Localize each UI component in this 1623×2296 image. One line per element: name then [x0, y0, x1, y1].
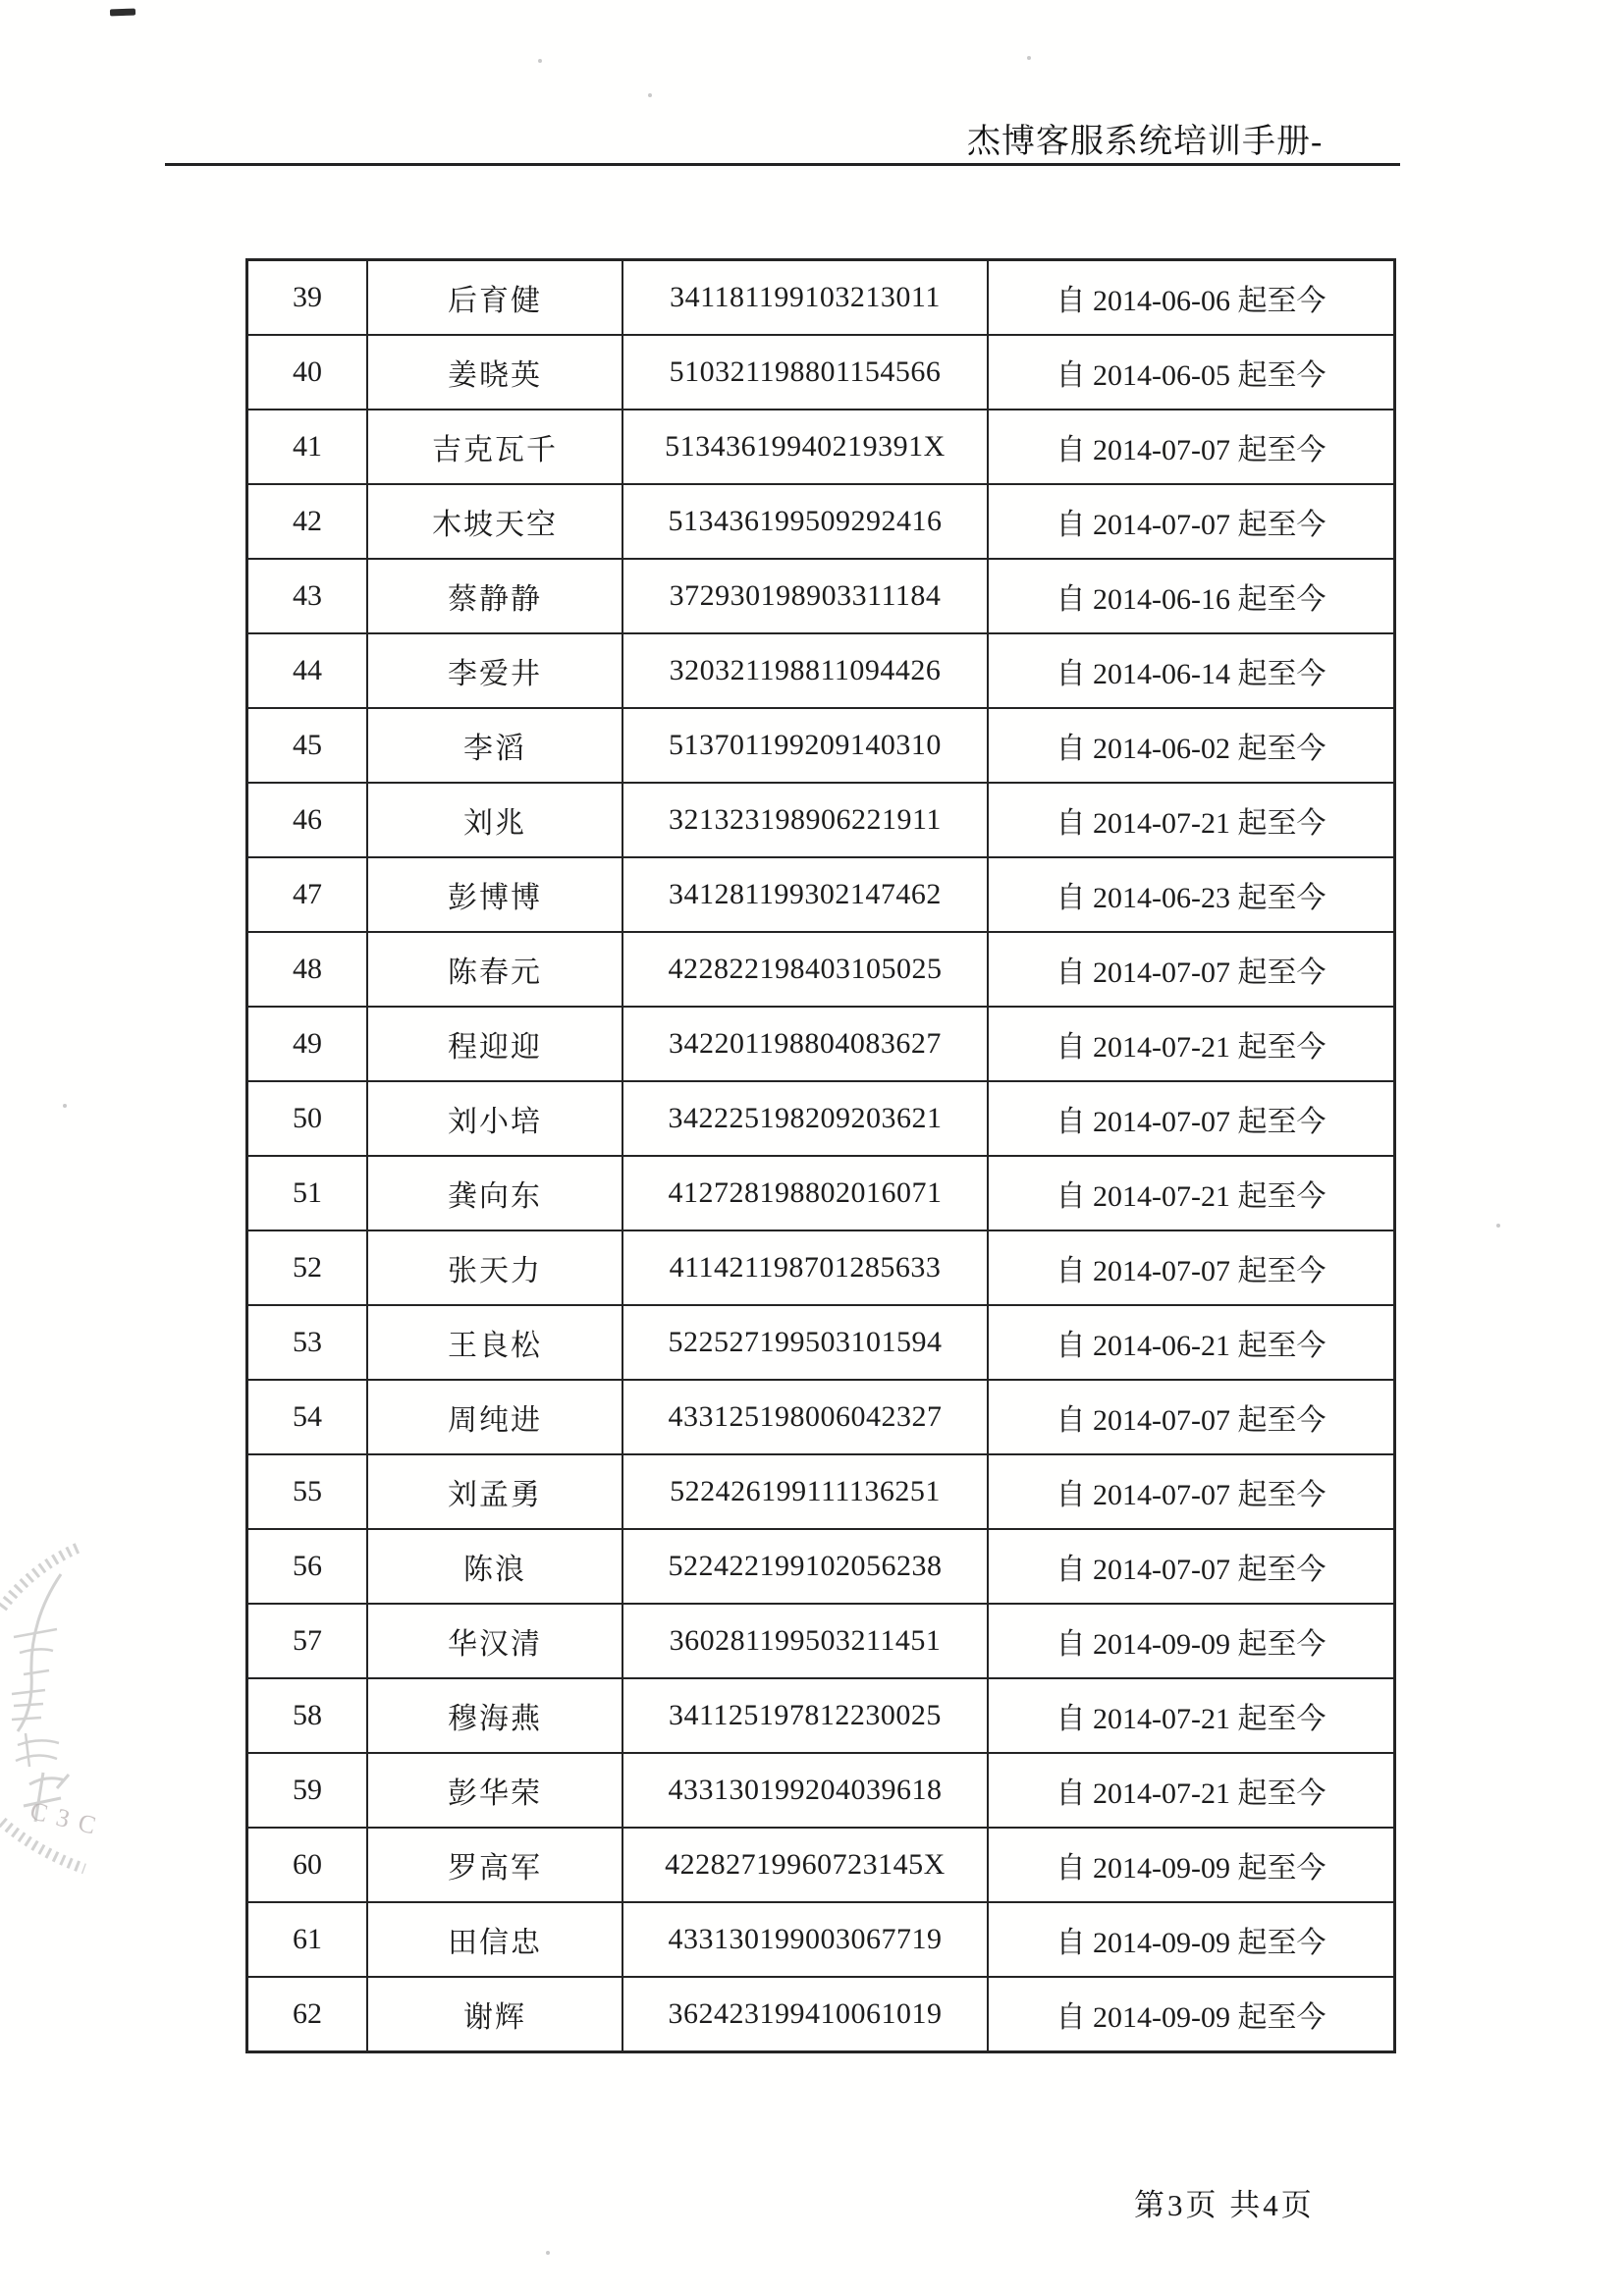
- id-number-cell: 522527199503101594: [622, 1305, 988, 1380]
- row-number-cell: 50: [247, 1081, 368, 1156]
- table-row: [247, 559, 1395, 633]
- name-cell: 蔡静静: [367, 559, 622, 633]
- table-row: [247, 783, 1395, 857]
- row-number-cell: 52: [247, 1230, 368, 1305]
- id-number-cell: 320321198811094426: [622, 633, 988, 708]
- name-cell: 罗高军: [367, 1828, 622, 1902]
- id-number-cell: 513701199209140310: [622, 708, 988, 783]
- table-row: [247, 857, 1395, 932]
- row-number-cell: 45: [247, 708, 368, 783]
- employment-period-cell: 自 2014-06-02 起至今: [988, 708, 1395, 783]
- id-number-cell: 522422199102056238: [622, 1529, 988, 1604]
- row-number-cell: 53: [247, 1305, 368, 1380]
- scan-speck: [63, 1104, 67, 1108]
- header-rule: [165, 163, 1400, 166]
- table-row: [247, 1902, 1395, 1977]
- table-row: [247, 410, 1395, 484]
- employment-period-cell: 自 2014-07-07 起至今: [988, 1380, 1395, 1454]
- row-number-cell: 43: [247, 559, 368, 633]
- name-cell: 后育健: [367, 260, 622, 336]
- name-cell: 陈浪: [367, 1529, 622, 1604]
- employment-period-cell: 自 2014-07-21 起至今: [988, 1007, 1395, 1081]
- scan-artifact-dash: [110, 9, 135, 17]
- name-cell: 刘小培: [367, 1081, 622, 1156]
- row-number-cell: 42: [247, 484, 368, 559]
- scan-speck: [538, 59, 542, 63]
- table-row: [247, 260, 1395, 336]
- id-number-cell: 433125198006042327: [622, 1380, 988, 1454]
- table-row: [247, 708, 1395, 783]
- roster-table: [245, 258, 1396, 2053]
- scan-speck: [1027, 56, 1031, 60]
- employment-period-cell: 自 2014-07-21 起至今: [988, 1156, 1395, 1230]
- table-row: [247, 1828, 1395, 1902]
- id-number-cell: 362423199410061019: [622, 1977, 988, 2052]
- id-number-cell: 360281199503211451: [622, 1604, 988, 1678]
- employment-period-cell: 自 2014-09-09 起至今: [988, 1828, 1395, 1902]
- table-row: [247, 1007, 1395, 1081]
- table-row: [247, 1604, 1395, 1678]
- name-cell: 吉克瓦千: [367, 410, 622, 484]
- table-row: [247, 1081, 1395, 1156]
- name-cell: 彭华荣: [367, 1753, 622, 1828]
- name-cell: 田信忠: [367, 1902, 622, 1977]
- row-number-cell: 44: [247, 633, 368, 708]
- id-number-cell: 522426199111136251: [622, 1454, 988, 1529]
- row-number-cell: 61: [247, 1902, 368, 1977]
- employment-period-cell: 自 2014-07-07 起至今: [988, 1081, 1395, 1156]
- name-cell: 刘孟勇: [367, 1454, 622, 1529]
- row-number-cell: 62: [247, 1977, 368, 2052]
- table-row: [247, 1753, 1395, 1828]
- row-number-cell: 51: [247, 1156, 368, 1230]
- scan-speck: [1496, 1224, 1500, 1228]
- name-cell: 李滔: [367, 708, 622, 783]
- employment-period-cell: 自 2014-06-21 起至今: [988, 1305, 1395, 1380]
- employment-period-cell: 自 2014-09-09 起至今: [988, 1977, 1395, 2052]
- table-row: [247, 1305, 1395, 1380]
- row-number-cell: 40: [247, 335, 368, 410]
- row-number-cell: 41: [247, 410, 368, 484]
- employment-period-cell: 自 2014-09-09 起至今: [988, 1902, 1395, 1977]
- employment-period-cell: 自 2014-07-07 起至今: [988, 1230, 1395, 1305]
- table-row: [247, 335, 1395, 410]
- employment-period-cell: 自 2014-07-07 起至今: [988, 410, 1395, 484]
- id-number-cell: 412728198802016071: [622, 1156, 988, 1230]
- employment-period-cell: 自 2014-06-16 起至今: [988, 559, 1395, 633]
- employment-period-cell: 自 2014-07-07 起至今: [988, 1529, 1395, 1604]
- stamp-mark-text: C3C: [27, 1796, 109, 1842]
- employment-period-cell: 自 2014-07-07 起至今: [988, 932, 1395, 1007]
- name-cell: 华汉清: [367, 1604, 622, 1678]
- employment-period-cell: 自 2014-07-21 起至今: [988, 1678, 1395, 1753]
- name-cell: 谢辉: [367, 1977, 622, 2052]
- scan-speck: [546, 2251, 550, 2255]
- table-row: [247, 932, 1395, 1007]
- name-cell: 张天力: [367, 1230, 622, 1305]
- name-cell: 刘兆: [367, 783, 622, 857]
- page-footer: [1134, 2180, 1315, 2224]
- row-number-cell: 55: [247, 1454, 368, 1529]
- table-row: [247, 1380, 1395, 1454]
- employment-period-cell: 自 2014-07-07 起至今: [988, 484, 1395, 559]
- employment-period-cell: 自 2014-09-09 起至今: [988, 1604, 1395, 1678]
- name-cell: 李爱井: [367, 633, 622, 708]
- row-number-cell: 59: [247, 1753, 368, 1828]
- table-row: [247, 633, 1395, 708]
- row-number-cell: 58: [247, 1678, 368, 1753]
- row-number-cell: 39: [247, 260, 368, 336]
- roster-body: [247, 260, 1395, 2052]
- id-number-cell: 341281199302147462: [622, 857, 988, 932]
- name-cell: 王良松: [367, 1305, 622, 1380]
- name-cell: 姜晓英: [367, 335, 622, 410]
- row-number-cell: 54: [247, 1380, 368, 1454]
- name-cell: 彭博博: [367, 857, 622, 932]
- table-row: [247, 1529, 1395, 1604]
- employment-period-cell: 自 2014-06-14 起至今: [988, 633, 1395, 708]
- employment-period-cell: 自 2014-07-21 起至今: [988, 783, 1395, 857]
- row-number-cell: 56: [247, 1529, 368, 1604]
- row-number-cell: 57: [247, 1604, 368, 1678]
- name-cell: 周纯进: [367, 1380, 622, 1454]
- table-row: [247, 1156, 1395, 1230]
- id-number-cell: 321323198906221911: [622, 783, 988, 857]
- row-number-cell: 49: [247, 1007, 368, 1081]
- row-number-cell: 46: [247, 783, 368, 857]
- page-number: 第3页 共4页: [1134, 2188, 1315, 2222]
- table-row: [247, 1230, 1395, 1305]
- id-number-cell: 42282719960723145X: [622, 1828, 988, 1902]
- employment-period-cell: 自 2014-06-06 起至今: [988, 260, 1395, 336]
- name-cell: 陈春元: [367, 932, 622, 1007]
- id-number-cell: 342225198209203621: [622, 1081, 988, 1156]
- employment-period-cell: 自 2014-07-21 起至今: [988, 1753, 1395, 1828]
- id-number-cell: 342201198804083627: [622, 1007, 988, 1081]
- row-number-cell: 47: [247, 857, 368, 932]
- scan-speck: [648, 93, 652, 97]
- id-number-cell: 422822198403105025: [622, 932, 988, 1007]
- id-number-cell: 372930198903311184: [622, 559, 988, 633]
- id-number-cell: 433130199003067719: [622, 1902, 988, 1977]
- name-cell: 穆海燕: [367, 1678, 622, 1753]
- employment-period-cell: 自 2014-06-05 起至今: [988, 335, 1395, 410]
- id-number-cell: 341125197812230025: [622, 1678, 988, 1753]
- id-number-cell: 513436199509292416: [622, 484, 988, 559]
- id-number-cell: 510321198801154566: [622, 335, 988, 410]
- id-number-cell: 51343619940219391X: [622, 410, 988, 484]
- name-cell: 程迎迎: [367, 1007, 622, 1081]
- id-number-cell: 411421198701285633: [622, 1230, 988, 1305]
- employment-period-cell: 自 2014-07-07 起至今: [988, 1454, 1395, 1529]
- name-cell: 木坡天空: [367, 484, 622, 559]
- table-row: [247, 1977, 1395, 2052]
- employment-period-cell: 自 2014-06-23 起至今: [988, 857, 1395, 932]
- page-header-title: 杰博客服系统培训手册-: [967, 124, 1324, 160]
- table-row: [247, 1454, 1395, 1529]
- table-row: [247, 1678, 1395, 1753]
- row-number-cell: 48: [247, 932, 368, 1007]
- row-number-cell: 60: [247, 1828, 368, 1902]
- id-number-cell: 341181199103213011: [622, 260, 988, 336]
- name-cell: 龚向东: [367, 1156, 622, 1230]
- id-number-cell: 433130199204039618: [622, 1753, 988, 1828]
- table-row: [247, 484, 1395, 559]
